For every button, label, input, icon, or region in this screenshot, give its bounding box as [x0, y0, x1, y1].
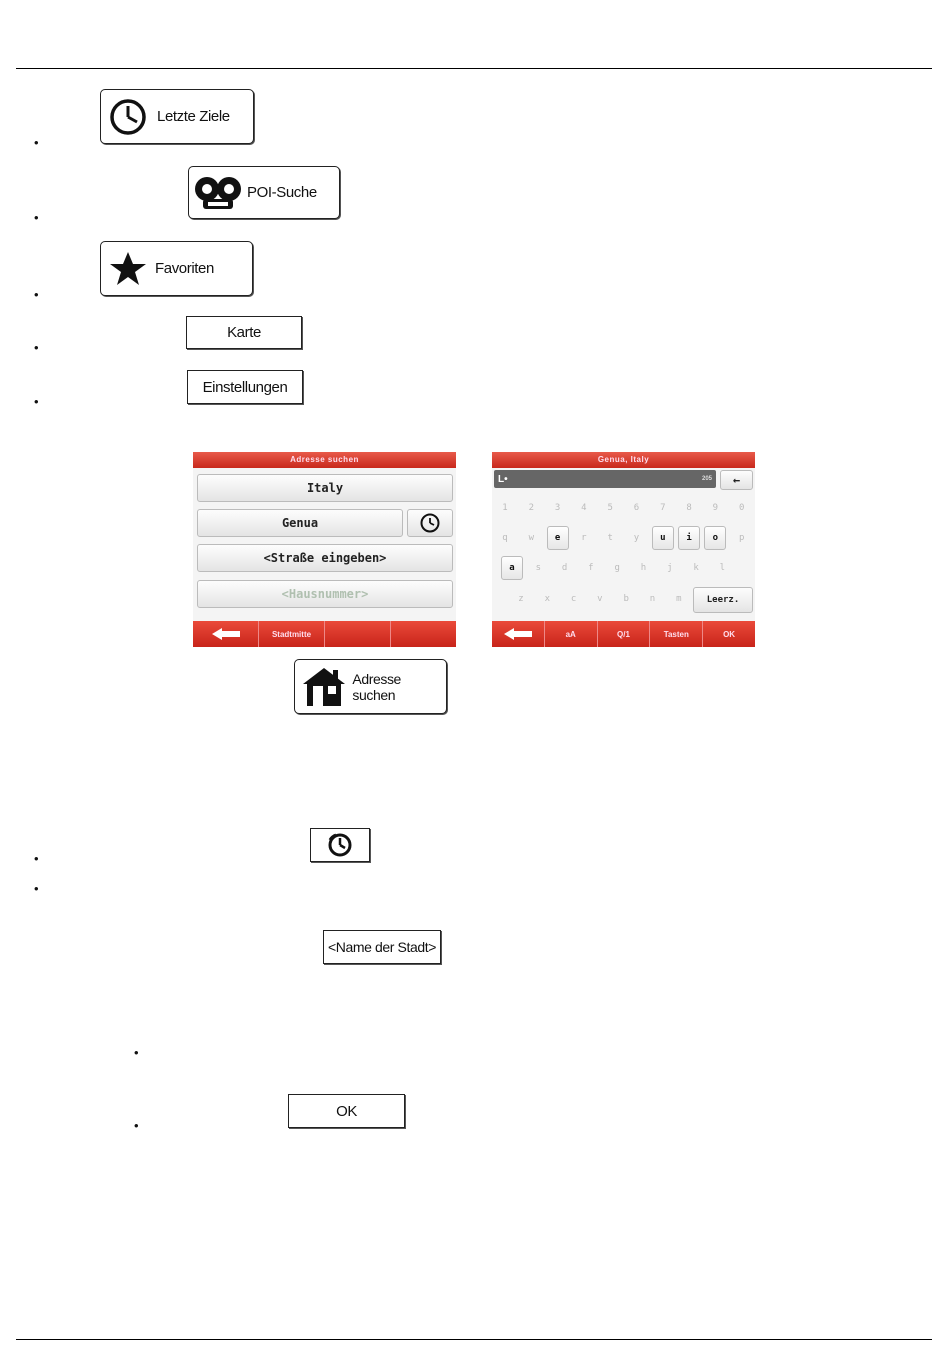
key-l[interactable]: l: [719, 563, 726, 573]
key-e[interactable]: e: [547, 526, 569, 550]
favorites-label: Favoriten: [155, 260, 214, 277]
key-k[interactable]: k: [693, 563, 699, 573]
bullet: •: [134, 1045, 139, 1060]
key-8[interactable]: 8: [686, 503, 692, 513]
back-button[interactable]: [492, 621, 545, 647]
space-key[interactable]: Leerz.: [693, 587, 753, 613]
clock-icon: [105, 98, 151, 136]
screen-title: Genua, Italy: [492, 452, 755, 468]
bullet: •: [34, 881, 39, 896]
char-counter: 205: [701, 476, 712, 482]
key-n[interactable]: n: [649, 594, 656, 604]
keyboard-screen: [492, 452, 755, 647]
key-3[interactable]: 3: [554, 503, 561, 513]
footer-slot: [325, 621, 391, 647]
key-c[interactable]: c: [570, 594, 577, 604]
country-field[interactable]: Italy: [197, 474, 453, 502]
star-icon: [105, 250, 151, 288]
key-d[interactable]: d: [561, 563, 568, 573]
address-search-button[interactable]: [294, 659, 447, 714]
screen-title: Adresse suchen: [193, 452, 456, 468]
key-h[interactable]: h: [640, 563, 647, 573]
city-center-button[interactable]: Stadtmitte: [259, 621, 325, 647]
key-o[interactable]: o: [704, 526, 726, 550]
poi-icon: [191, 173, 245, 213]
history-button[interactable]: [310, 828, 370, 862]
house-number-field[interactable]: <Hausnummer>: [197, 580, 453, 608]
city-name-label: <Name der Stadt>: [328, 939, 436, 955]
bullet: •: [34, 340, 39, 355]
favorites-button[interactable]: [100, 241, 253, 296]
settings-label: Einstellungen: [202, 378, 288, 396]
key-v[interactable]: v: [597, 594, 603, 604]
key-4[interactable]: 4: [581, 503, 587, 513]
key-2[interactable]: 2: [528, 503, 534, 513]
bullet: •: [34, 210, 39, 225]
city-name-button[interactable]: [323, 930, 441, 964]
bullet: •: [34, 851, 39, 866]
map-button[interactable]: [186, 316, 302, 349]
ok-button[interactable]: [288, 1094, 405, 1128]
key-t[interactable]: t: [607, 533, 613, 543]
recent-destinations-label: Letzte Ziele: [157, 108, 230, 125]
footer-slot: [391, 621, 456, 647]
recent-destinations-button[interactable]: [100, 89, 254, 144]
key-9[interactable]: 9: [712, 503, 719, 513]
case-toggle-button[interactable]: aA: [545, 621, 598, 647]
bullet: •: [34, 394, 39, 409]
back-button[interactable]: [193, 621, 259, 647]
symbols-toggle-button[interactable]: Q/1: [598, 621, 651, 647]
bullet: •: [34, 287, 39, 302]
poi-search-button[interactable]: [188, 166, 340, 219]
back-arrow-icon: [504, 628, 532, 640]
address-search-screen: [193, 452, 456, 647]
house-icon: [299, 666, 348, 708]
history-clock-icon: [327, 832, 353, 858]
back-arrow-icon: [212, 628, 240, 640]
city-field[interactable]: Genua: [197, 509, 403, 537]
poi-search-label: POI-Suche: [247, 184, 317, 201]
keys-button[interactable]: Tasten: [650, 621, 703, 647]
key-b[interactable]: b: [623, 594, 629, 604]
bullet: •: [34, 135, 39, 150]
key-z[interactable]: z: [518, 594, 524, 604]
input-value: L•: [498, 473, 508, 485]
key-u[interactable]: u: [652, 526, 674, 550]
settings-button[interactable]: [187, 370, 303, 404]
key-p[interactable]: p: [738, 533, 745, 543]
key-i[interactable]: i: [678, 526, 700, 550]
key-1[interactable]: 1: [502, 503, 508, 513]
ok-label: OK: [336, 1102, 357, 1120]
key-m[interactable]: m: [676, 594, 682, 604]
key-a[interactable]: a: [501, 556, 523, 580]
key-5[interactable]: 5: [607, 503, 613, 513]
key-0[interactable]: 0: [738, 503, 745, 513]
key-f[interactable]: f: [588, 563, 594, 573]
street-field[interactable]: <Straße eingeben>: [197, 544, 453, 572]
city-history-button[interactable]: [407, 509, 453, 537]
key-7[interactable]: 7: [660, 503, 666, 513]
key-g[interactable]: g: [614, 563, 620, 573]
bullet: •: [134, 1118, 139, 1133]
top-rule: [16, 68, 932, 69]
address-search-label: Adresse suchen: [352, 670, 401, 703]
address-footer: [193, 621, 456, 647]
key-s[interactable]: s: [535, 563, 541, 573]
key-x[interactable]: x: [544, 594, 550, 604]
backspace-button[interactable]: ←: [720, 470, 753, 490]
key-j[interactable]: j: [667, 563, 673, 573]
keyboard-footer: [492, 621, 755, 647]
bottom-rule: [16, 1339, 932, 1340]
map-label: Karte: [227, 324, 261, 341]
key-y[interactable]: y: [633, 533, 640, 543]
key-q[interactable]: q: [502, 533, 508, 543]
key-r[interactable]: r: [581, 533, 587, 543]
ok-footer-button[interactable]: OK: [723, 629, 736, 639]
key-w[interactable]: w: [528, 533, 534, 543]
key-6[interactable]: 6: [633, 503, 640, 513]
history-clock-icon: [419, 512, 441, 534]
